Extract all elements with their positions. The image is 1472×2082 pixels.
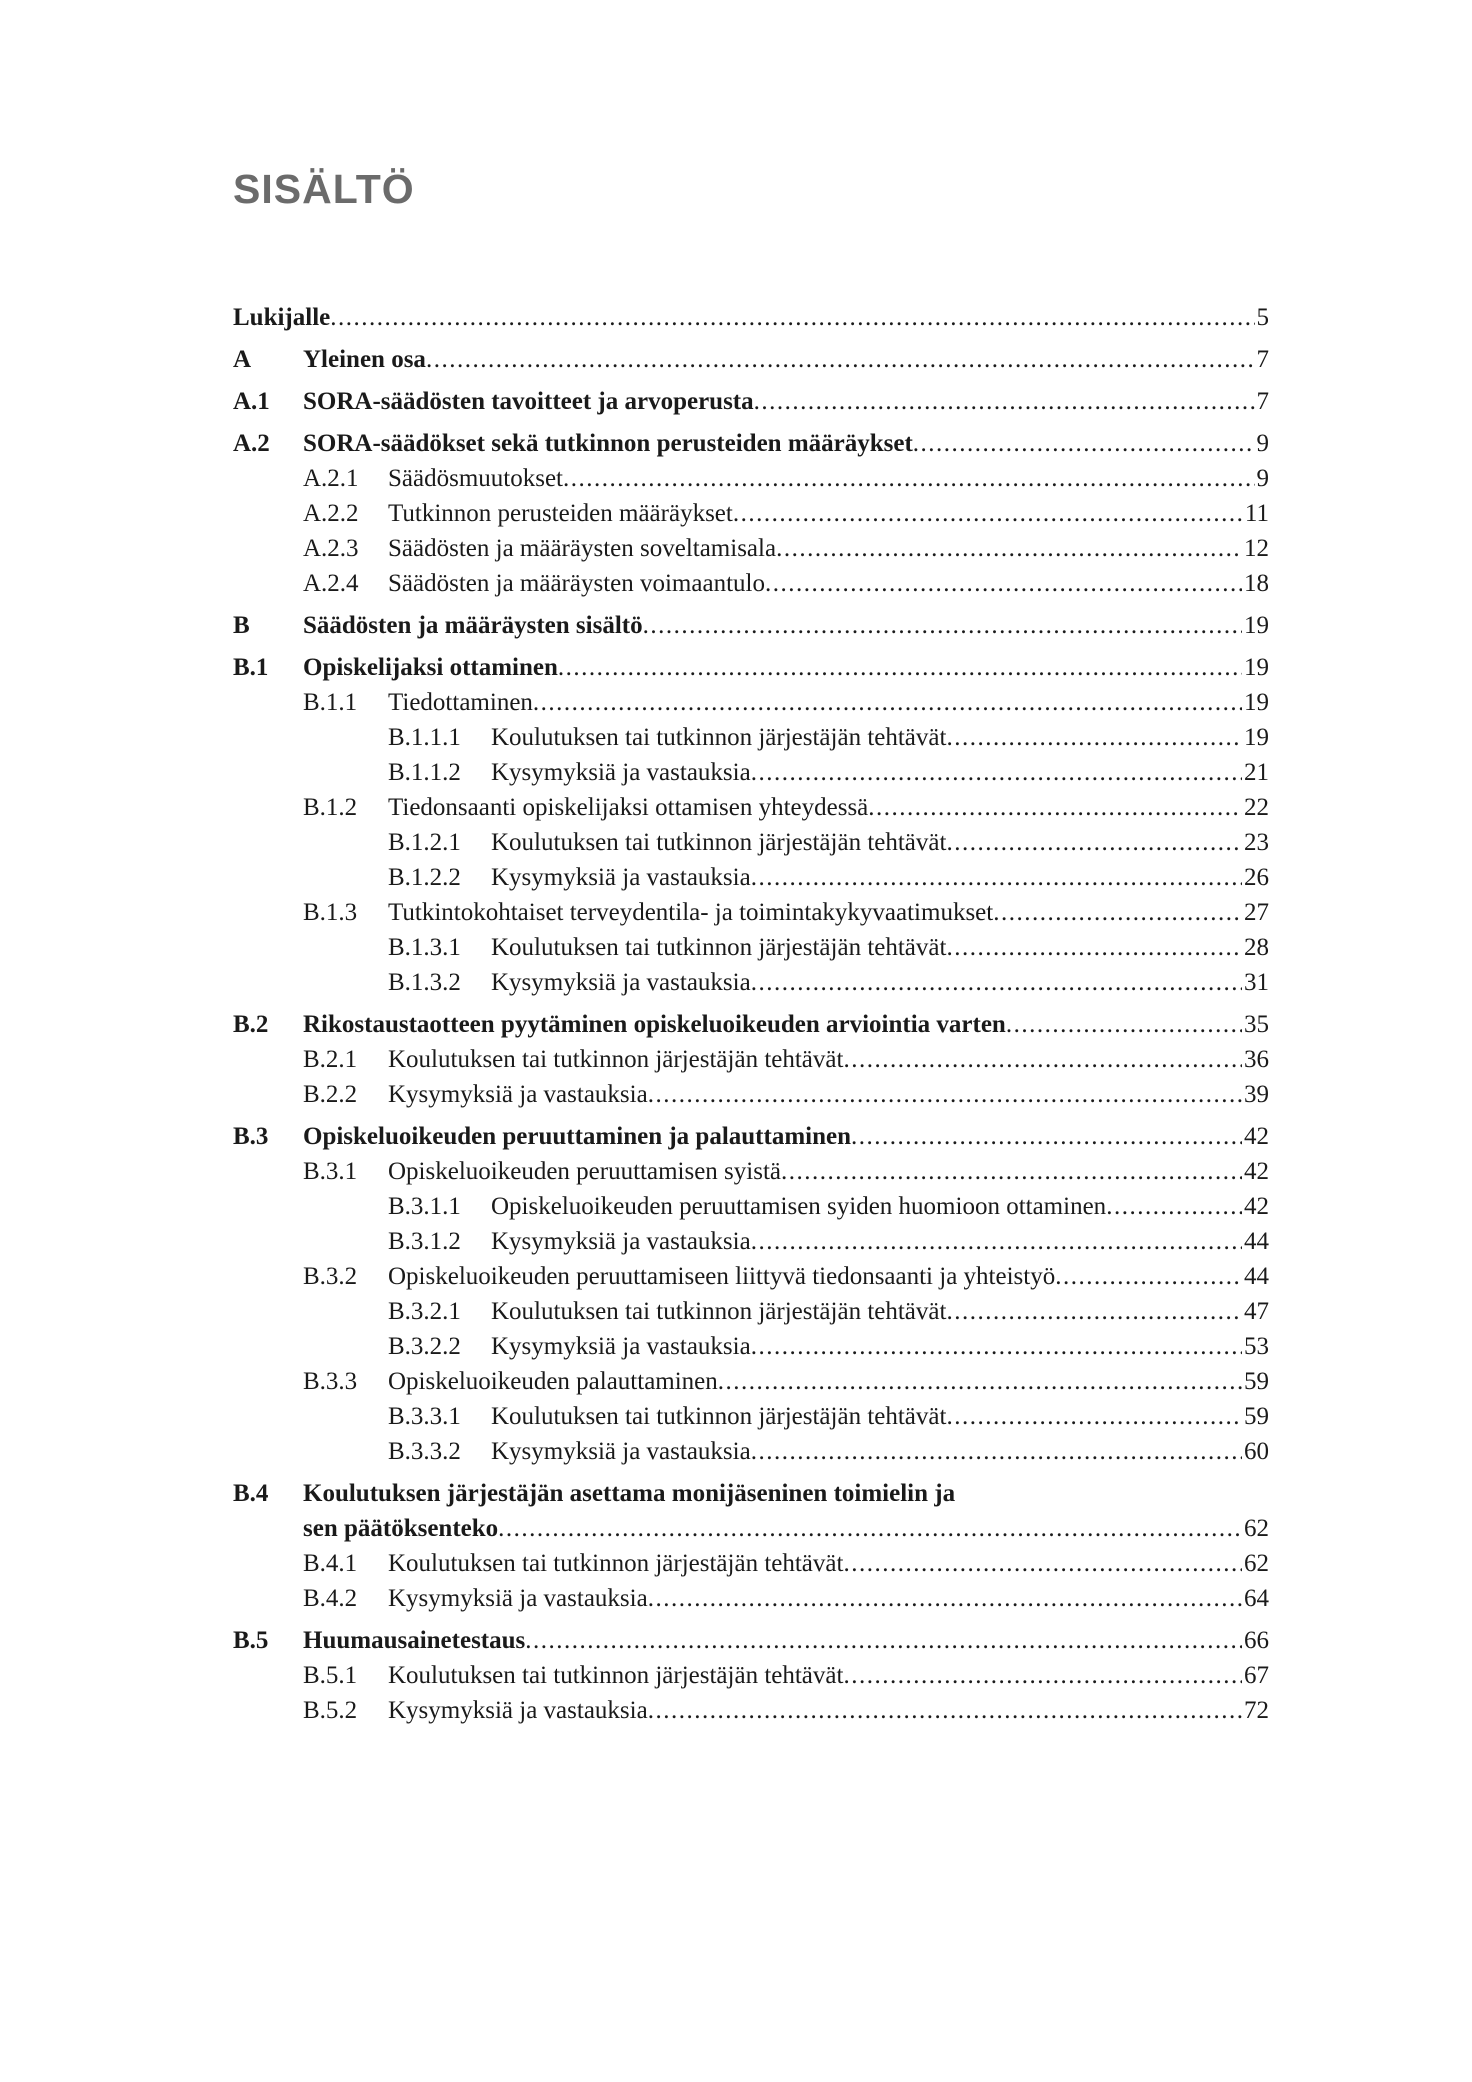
toc-entry-number: B.1.2.2 xyxy=(388,864,461,891)
toc-dot-leader xyxy=(733,496,1243,531)
toc-entry-number: A.2.4 xyxy=(303,570,359,597)
toc-entry-title: Säädösten ja määräysten sisältö xyxy=(303,612,643,639)
toc-entry[interactable] xyxy=(233,755,1269,790)
toc-dot-leader xyxy=(946,930,1242,965)
toc-dot-leader xyxy=(781,1154,1242,1189)
toc-entry-page: 11 xyxy=(1244,500,1269,527)
toc-entry-number: A.2.2 xyxy=(303,500,359,527)
toc-entry-number: B.5.1 xyxy=(303,1662,358,1689)
toc-entry-title: Opiskeluoikeuden palauttaminen xyxy=(388,1368,718,1395)
toc-dot-leader xyxy=(751,755,1242,790)
toc-entry[interactable] xyxy=(233,930,1269,965)
toc-entry[interactable] xyxy=(233,461,1269,496)
toc-entry[interactable] xyxy=(233,895,1269,930)
toc-entry-page: 19 xyxy=(1244,724,1269,751)
toc-entry-number: B.4 xyxy=(233,1480,269,1507)
toc-entry-page: 42 xyxy=(1244,1158,1269,1185)
toc-entry-title: Koulutuksen tai tutkinnon järjestäjän tehtävät xyxy=(491,1403,947,1430)
toc-entry[interactable] xyxy=(233,1259,1269,1294)
toc-dot-leader xyxy=(868,790,1242,825)
toc-entry-page: 19 xyxy=(1244,654,1269,681)
toc-entry-number: B.3.1.2 xyxy=(388,1228,461,1255)
toc-entry-title: Kysymyksiä ja vastauksia xyxy=(491,864,751,891)
toc-entry-page: 31 xyxy=(1244,969,1269,996)
toc-entry[interactable] xyxy=(233,1434,1269,1469)
toc-entry[interactable] xyxy=(233,1546,1269,1581)
toc-entry-title: Kysymyksiä ja vastauksia xyxy=(388,1697,648,1724)
toc-entry-page: 47 xyxy=(1244,1298,1269,1325)
toc-dot-leader xyxy=(533,685,1242,720)
toc-entry[interactable] xyxy=(233,1189,1269,1224)
toc-entry-number: B.1.3.1 xyxy=(388,934,461,961)
toc-entry-number: B.3.1.1 xyxy=(388,1193,461,1220)
toc-entry-number: B.1.1.2 xyxy=(388,759,461,786)
toc-entry-page: 64 xyxy=(1244,1585,1269,1612)
toc-entry-title: Kysymyksiä ja vastauksia xyxy=(491,1333,751,1360)
toc-entry-page: 9 xyxy=(1256,430,1269,457)
toc-entry-number: B.5 xyxy=(233,1627,269,1654)
toc-entry-title: Koulutuksen tai tutkinnon järjestäjän tehtävät xyxy=(388,1046,844,1073)
toc-dot-leader xyxy=(1055,1259,1242,1294)
toc-entry-title: Koulutuksen tai tutkinnon järjestäjän tehtävät xyxy=(491,829,947,856)
toc-entry-page: 44 xyxy=(1244,1263,1269,1290)
toc-dot-leader xyxy=(525,1623,1242,1658)
toc-entry-number: B.1.3 xyxy=(303,899,358,926)
toc-entry[interactable] xyxy=(233,860,1269,895)
toc-entry-title: Kysymyksiä ja vastauksia xyxy=(388,1585,648,1612)
toc-entry-number: A xyxy=(233,346,252,373)
toc-entry-page: 72 xyxy=(1244,1697,1269,1724)
toc-entry[interactable] xyxy=(233,426,1269,461)
toc-entry[interactable] xyxy=(233,965,1269,1000)
toc-entry-number: B.1.3.2 xyxy=(388,969,461,996)
toc-dot-leader xyxy=(648,1581,1242,1616)
toc-dot-leader xyxy=(648,1077,1242,1112)
toc-entry-title: Opiskeluoikeuden peruuttamisen syiden huomioon ottaminen xyxy=(491,1193,1107,1220)
toc-entry[interactable] xyxy=(233,1658,1269,1693)
toc-entry-title: sen päätöksenteko xyxy=(303,1515,499,1542)
toc-entry-page: 19 xyxy=(1244,612,1269,639)
toc-entry-title: Opiskelijaksi ottaminen xyxy=(303,654,558,681)
toc-entry[interactable] xyxy=(233,342,1269,377)
toc-dot-leader xyxy=(946,825,1242,860)
toc-entry-number: B.5.2 xyxy=(303,1697,358,1724)
toc-entry-number: B xyxy=(233,612,250,639)
toc-entry[interactable] xyxy=(233,566,1269,601)
toc-dot-leader xyxy=(946,720,1242,755)
toc-entry[interactable] xyxy=(233,1007,1269,1042)
toc-entry-number: B.2.2 xyxy=(303,1081,358,1108)
toc-entry[interactable] xyxy=(233,1329,1269,1364)
toc-entry-title: Säädösmuutokset xyxy=(388,465,563,492)
toc-entry-title: Rikostaustaotteen pyytäminen opiskeluoikeuden arviointia varten xyxy=(303,1011,1006,1038)
toc-entry-page: 35 xyxy=(1244,1011,1269,1038)
toc-entry[interactable] xyxy=(233,790,1269,825)
toc-entry-title: SORA-säädösten tavoitteet ja arvoperusta xyxy=(303,388,754,415)
toc-entry-page: 66 xyxy=(1244,1627,1269,1654)
toc-dot-leader xyxy=(843,1042,1242,1077)
toc-entry-page: 7 xyxy=(1256,346,1269,373)
toc-entry-title: Kysymyksiä ja vastauksia xyxy=(491,759,751,786)
toc-dot-leader xyxy=(718,1364,1242,1399)
toc-entry-page: 27 xyxy=(1244,899,1269,926)
toc-entry-page: 12 xyxy=(1244,535,1269,562)
toc-entry[interactable] xyxy=(233,1476,1269,1511)
toc-entry[interactable] xyxy=(233,1294,1269,1329)
toc-entry-page: 18 xyxy=(1244,570,1269,597)
toc-entry-number: B.3 xyxy=(233,1123,269,1150)
toc-dot-leader xyxy=(751,1329,1242,1364)
toc-dot-leader xyxy=(765,566,1242,601)
toc-dot-leader xyxy=(751,860,1242,895)
toc-entry-title: Lukijalle xyxy=(233,304,331,331)
toc-entry[interactable] xyxy=(233,384,1269,419)
toc-entry-page: 28 xyxy=(1244,934,1269,961)
toc-dot-leader xyxy=(843,1658,1242,1693)
toc-entry-number: B.3.3.2 xyxy=(388,1438,461,1465)
toc-entry-title: Kysymyksiä ja vastauksia xyxy=(491,1228,751,1255)
toc-entry-number: B.3.2.1 xyxy=(388,1298,461,1325)
toc-entry-number: B.3.3 xyxy=(303,1368,358,1395)
toc-entry[interactable] xyxy=(233,1693,1269,1728)
toc-entry-page: 42 xyxy=(1244,1193,1269,1220)
toc-entry[interactable] xyxy=(233,608,1269,643)
toc-entry-title: Kysymyksiä ja vastauksia xyxy=(491,1438,751,1465)
toc-entry-title: Koulutuksen tai tutkinnon järjestäjän tehtävät xyxy=(491,1298,947,1325)
toc-dot-leader xyxy=(946,1399,1242,1434)
toc-dot-leader xyxy=(754,384,1255,419)
toc-entry-number: B.4.2 xyxy=(303,1585,358,1612)
toc-entry-number: A.2.3 xyxy=(303,535,359,562)
toc-entry-title: Opiskeluoikeuden peruuttamiseen liittyvä tiedonsaanti ja yhteistyö xyxy=(388,1263,1056,1290)
toc-entry-title: Kysymyksiä ja vastauksia xyxy=(491,969,751,996)
toc-entry-number: A.1 xyxy=(233,388,270,415)
toc-entry-title: Tiedonsaanti opiskelijaksi ottamisen yhteydessä xyxy=(388,794,869,821)
toc-entry-page: 44 xyxy=(1244,1228,1269,1255)
toc-entry-page: 60 xyxy=(1244,1438,1269,1465)
table-of-contents xyxy=(233,300,1269,1728)
toc-entry[interactable] xyxy=(233,650,1269,685)
toc-entry-number: B.1 xyxy=(233,654,269,681)
toc-entry-number: B.3.3.1 xyxy=(388,1403,461,1430)
toc-entry-title: Koulutuksen tai tutkinnon järjestäjän tehtävät xyxy=(491,934,947,961)
toc-entry-page: 7 xyxy=(1256,388,1269,415)
toc-entry-title: Koulutuksen tai tutkinnon järjestäjän tehtävät xyxy=(491,724,947,751)
toc-entry-number: A.2 xyxy=(233,430,270,457)
toc-dot-leader xyxy=(843,1546,1242,1581)
toc-dot-leader xyxy=(751,1224,1242,1259)
toc-entry-title: SORA-säädökset sekä tutkinnon perusteiden määräykset xyxy=(303,430,913,457)
toc-entry-page: 5 xyxy=(1256,304,1269,331)
toc-entry-number: B.3.1 xyxy=(303,1158,358,1185)
toc-entry-title: Tutkintokohtaiset terveydentila- ja toimintakykyvaatimukset xyxy=(388,899,994,926)
toc-entry-title: Tiedottaminen xyxy=(388,689,533,716)
toc-entry[interactable] xyxy=(233,1623,1269,1658)
toc-dot-leader xyxy=(643,608,1242,643)
toc-entry-page: 9 xyxy=(1256,465,1269,492)
toc-entry-title: Koulutuksen tai tutkinnon järjestäjän tehtävät xyxy=(388,1662,844,1689)
toc-entry-number: B.4.1 xyxy=(303,1550,358,1577)
toc-entry-title: Säädösten ja määräysten soveltamisala xyxy=(388,535,777,562)
toc-dot-leader xyxy=(498,1511,1242,1546)
toc-entry[interactable] xyxy=(233,1581,1269,1616)
toc-entry[interactable] xyxy=(233,1511,1269,1546)
toc-dot-leader xyxy=(648,1693,1242,1728)
toc-entry-page: 67 xyxy=(1244,1662,1269,1689)
toc-entry[interactable] xyxy=(233,1224,1269,1259)
toc-entry-title: Koulutuksen järjestäjän asettama monijäseninen toimielin ja xyxy=(303,1480,956,1507)
toc-entry-page: 36 xyxy=(1244,1046,1269,1073)
toc-dot-leader xyxy=(558,650,1242,685)
toc-entry[interactable] xyxy=(233,1077,1269,1112)
page-title: SISÄLTÖ xyxy=(233,166,415,212)
toc-dot-leader xyxy=(913,426,1255,461)
toc-entry-page: 62 xyxy=(1244,1550,1269,1577)
toc-entry[interactable] xyxy=(233,685,1269,720)
toc-entry[interactable] xyxy=(233,1399,1269,1434)
toc-entry-title: Opiskeluoikeuden peruuttaminen ja palauttaminen xyxy=(303,1123,852,1150)
toc-entry-title: Koulutuksen tai tutkinnon järjestäjän tehtävät xyxy=(388,1550,844,1577)
toc-entry-title: Säädösten ja määräysten voimaantulo xyxy=(388,570,765,597)
toc-entry-page: 62 xyxy=(1244,1515,1269,1542)
toc-entry[interactable] xyxy=(233,496,1269,531)
toc-entry-page: 21 xyxy=(1244,759,1269,786)
toc-entry-number: B.3.2 xyxy=(303,1263,358,1290)
toc-entry[interactable] xyxy=(233,1119,1269,1154)
toc-entry-page: 23 xyxy=(1244,829,1269,856)
toc-dot-leader xyxy=(751,1434,1242,1469)
toc-dot-leader xyxy=(751,965,1242,1000)
toc-entry-page: 53 xyxy=(1244,1333,1269,1360)
toc-entry[interactable] xyxy=(233,825,1269,860)
toc-entry-page: 39 xyxy=(1244,1081,1269,1108)
toc-entry-title: Huumausainetestaus xyxy=(303,1627,526,1654)
toc-entry-title: Opiskeluoikeuden peruuttamisen syistä xyxy=(388,1158,781,1185)
toc-entry-number: B.3.2.2 xyxy=(388,1333,461,1360)
toc-entry-number: B.2.1 xyxy=(303,1046,358,1073)
toc-entry[interactable] xyxy=(233,1364,1269,1399)
toc-dot-leader xyxy=(993,895,1242,930)
toc-dot-leader xyxy=(776,531,1242,566)
toc-entry[interactable] xyxy=(233,1042,1269,1077)
toc-entry-page: 59 xyxy=(1244,1368,1269,1395)
toc-entry-number: A.2.1 xyxy=(303,465,359,492)
toc-entry-number: B.1.2 xyxy=(303,794,358,821)
toc-entry[interactable] xyxy=(233,531,1269,566)
toc-entry-title: Tutkinnon perusteiden määräykset xyxy=(388,500,733,527)
toc-entry-page: 59 xyxy=(1244,1403,1269,1430)
toc-entry-number: B.1.1.1 xyxy=(388,724,461,751)
toc-dot-leader xyxy=(851,1119,1242,1154)
toc-dot-leader xyxy=(946,1294,1242,1329)
toc-entry-page: 19 xyxy=(1244,689,1269,716)
toc-dot-leader xyxy=(1106,1189,1242,1224)
toc-entry-page: 26 xyxy=(1244,864,1269,891)
toc-dot-leader xyxy=(1006,1007,1242,1042)
toc-entry-number: B.1.1 xyxy=(303,689,358,716)
toc-entry-number: B.1.2.1 xyxy=(388,829,461,856)
toc-entry-page: 22 xyxy=(1244,794,1269,821)
toc-entry-title: Kysymyksiä ja vastauksia xyxy=(388,1081,648,1108)
toc-entry-number: B.2 xyxy=(233,1011,269,1038)
toc-dot-leader xyxy=(330,300,1254,335)
toc-entry[interactable] xyxy=(233,300,1269,335)
toc-entry-title: Yleinen osa xyxy=(303,346,426,373)
toc-dot-leader xyxy=(563,461,1255,496)
toc-entry[interactable] xyxy=(233,720,1269,755)
toc-entry[interactable] xyxy=(233,1154,1269,1189)
toc-dot-leader xyxy=(426,342,1255,377)
toc-entry-page: 42 xyxy=(1244,1123,1269,1150)
